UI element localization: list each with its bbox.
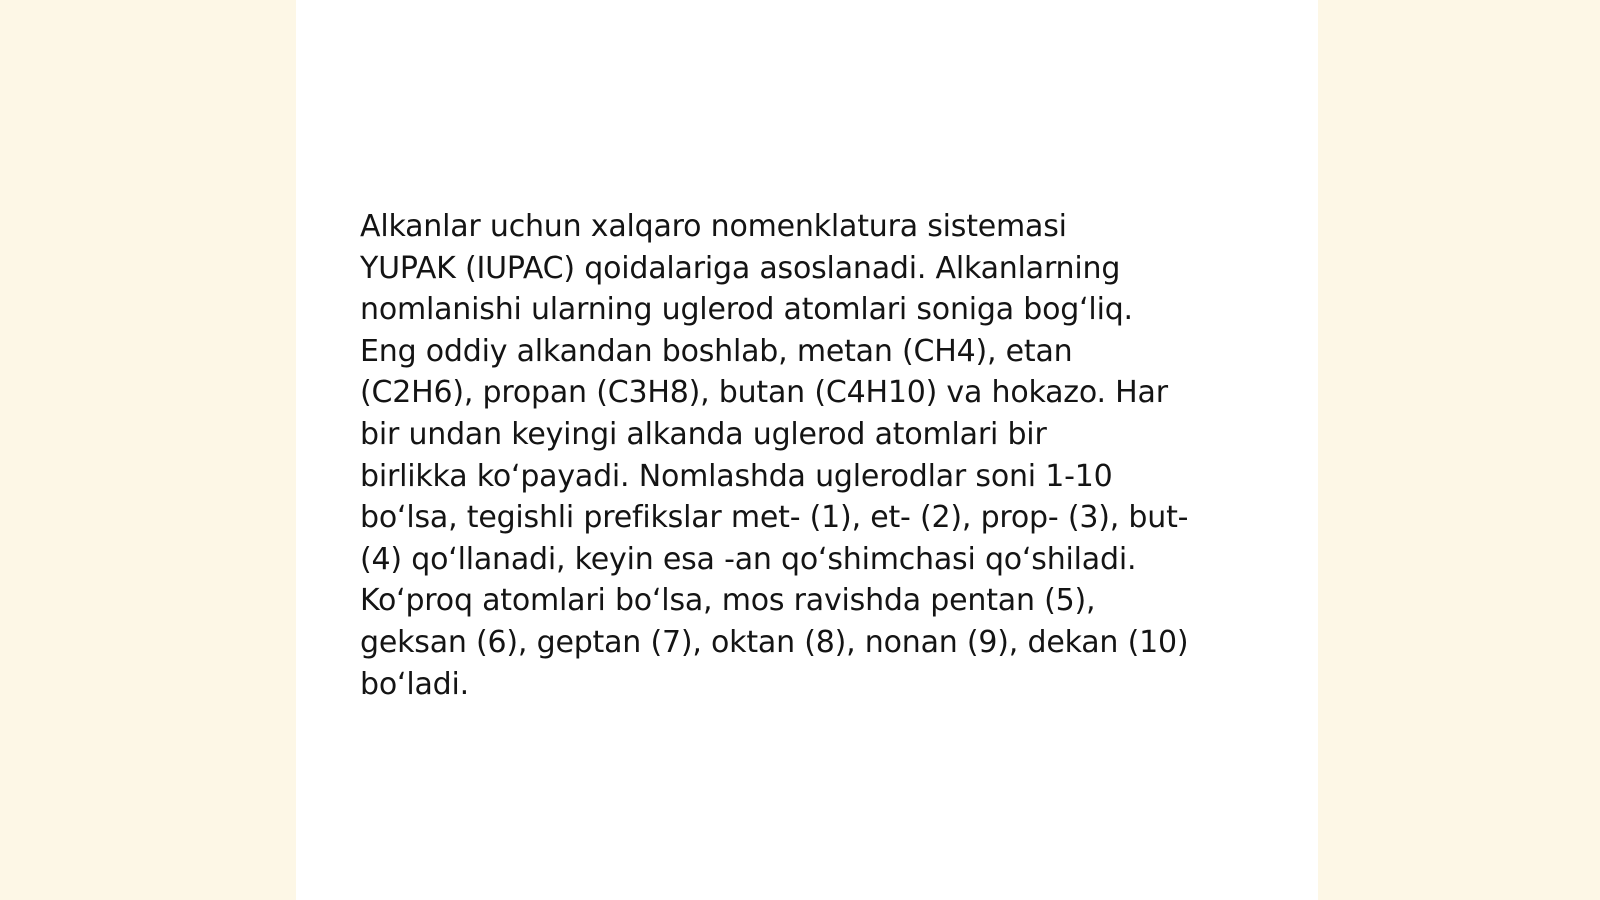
text-line: Alkanlar uchun xalqaro nomenklatura sistemasi <box>360 209 1067 244</box>
slide-page <box>296 0 1318 900</box>
text-line: (C2H6), propan (C3H8), butan (C4H10) va hokazo. Har <box>360 375 1168 411</box>
text-line: bir undan keyingi alkanda uglerod atomlari bir <box>360 416 1047 452</box>
text-line: Koʻproq atomlari boʻlsa, mos ravishda pentan (5), <box>360 583 1096 619</box>
body-paragraph <box>360 206 1250 705</box>
text-line: nomlanishi ularning uglerod atomlari soniga bogʻliq. <box>360 292 1133 328</box>
text-line: birlikka koʻpayadi. Nomlashda uglerodlar soni 1-10 <box>360 458 1113 494</box>
text-line: boʻladi. <box>360 666 469 702</box>
text-line: geksan (6), geptan (7), oktan (8), nonan (9), dekan (10) <box>360 624 1189 660</box>
text-line: boʻlsa, tegishli prefikslar met- (1), et- (2), prop- (3), but- <box>360 500 1189 536</box>
text-line: Eng oddiy alkandan boshlab, metan (CH4), etan <box>360 333 1073 369</box>
text-line: YUPAK (IUPAC) qoidalariga asoslanadi. Alkanlarning <box>360 250 1121 286</box>
text-line: (4) qoʻllanadi, keyin esa -an qoʻshimchasi qoʻshiladi. <box>360 541 1137 577</box>
